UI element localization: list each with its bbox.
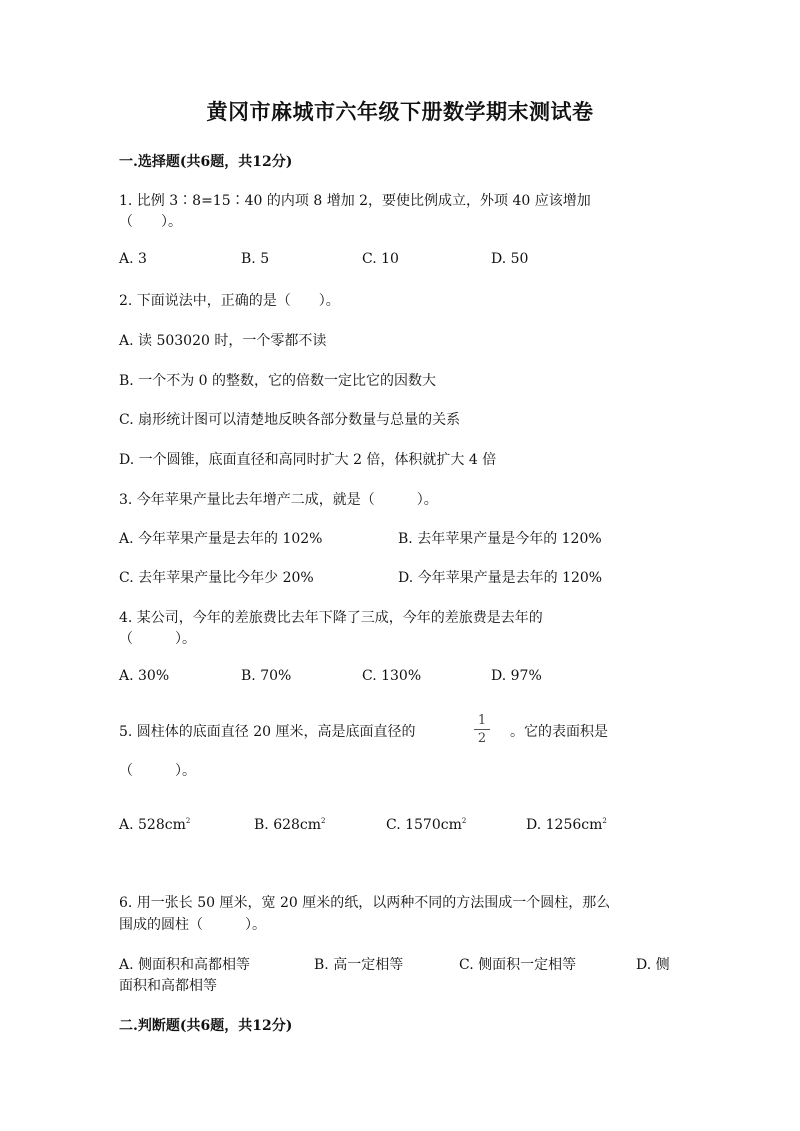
question-2-text: 2. 下面说法中，正确的是（ ）。: [119, 293, 340, 309]
question-3-option-d: D. 今年苹果产量是去年的 120%: [398, 570, 603, 586]
fraction-one-half: [472, 714, 492, 745]
question-2-option-b: B. 一个不为 0 的整数，它的倍数一定比它的因数大: [119, 373, 436, 389]
option-a-text: A. 528cm: [119, 817, 186, 833]
question-4-option-c: C. 130%: [362, 668, 422, 684]
question-4-option-a: A. 30%: [119, 668, 170, 684]
option-b-text: B. 628cm: [254, 817, 322, 833]
option-c-text: C. 1570cm: [386, 817, 462, 833]
question-3-option-b: B. 去年苹果产量是今年的 120%: [398, 531, 602, 547]
question-6-blank: 围成的圆柱（ ）。: [119, 917, 266, 933]
page-title: 黄冈市麻城市六年级下册数学期末测试卷: [206, 99, 594, 124]
question-1-text: 1. 比例 3∶8=15∶40 的内项 8 增加 2，要使比例成立，外项 40 应该增加: [119, 193, 591, 209]
question-5-option-c: [386, 817, 466, 833]
question-1-option-d: D. 50: [491, 251, 529, 267]
question-4-blank: （ ）。: [119, 631, 196, 647]
question-2-option-c: C. 扇形统计图可以清楚地反映各部分数量与总量的关系: [119, 412, 461, 428]
question-2-option-d: D. 一个圆锥，底面直径和高同时扩大 2 倍，体积就扩大 4 倍: [119, 452, 497, 468]
fraction-numerator: 1: [477, 713, 487, 728]
question-5-option-d: [526, 817, 607, 833]
question-1-option-b: B. 5: [241, 251, 270, 267]
unit-superscript: 2: [602, 817, 607, 825]
question-1-option-a: A. 3: [119, 251, 147, 267]
fraction-denominator: 2: [477, 731, 487, 746]
question-3-option-a: A. 今年苹果产量是去年的 102%: [119, 531, 323, 547]
question-4-text: 4. 某公司，今年的差旅费比去年下降了三成，今年的差旅费是去年的: [119, 610, 543, 626]
question-4-option-d: D. 97%: [491, 668, 542, 684]
section-heading-choice: 一.选择题(共6题，共12分): [119, 154, 293, 170]
section-heading-judgement: 二.判断题(共6题，共12分): [119, 1018, 293, 1034]
question-6-option-d: D. 侧: [636, 957, 670, 973]
question-6-option-a: A. 侧面积和高都相等: [119, 957, 251, 973]
question-5-option-b: [254, 817, 326, 833]
question-6-option-d-wrap: 面积和高都相等: [119, 978, 217, 994]
question-5-option-a: [119, 817, 190, 833]
question-6-option-b: B. 高一定相等: [314, 957, 404, 973]
question-5-blank: （ ）。: [119, 763, 196, 779]
question-6-option-c: C. 侧面积一定相等: [459, 957, 577, 973]
question-3-text: 3. 今年苹果产量比去年增产二成，就是（ ）。: [119, 492, 438, 508]
unit-superscript: 2: [461, 817, 467, 825]
question-3-option-c: C. 去年苹果产量比今年少 20%: [119, 570, 314, 586]
question-2-option-a: A. 读 503020 时，一个零都不读: [119, 333, 327, 349]
question-1-blank: （ ）。: [119, 214, 182, 230]
unit-superscript: 2: [321, 817, 326, 825]
question-5-text-end: 。它的表面积是: [510, 724, 608, 740]
question-4-option-b: B. 70%: [241, 668, 292, 684]
question-1-option-c: C. 10: [362, 251, 399, 267]
question-5-text: 5. 圆柱体的底面直径 20 厘米，高是底面直径的: [119, 724, 416, 740]
question-6-text: 6. 用一张长 50 厘米，宽 20 厘米的纸，以两种不同的方法围成一个圆柱，那么: [119, 895, 611, 911]
unit-superscript: 2: [185, 817, 191, 825]
option-d-text: D. 1256cm: [526, 817, 603, 833]
fraction-bar: [474, 729, 490, 730]
